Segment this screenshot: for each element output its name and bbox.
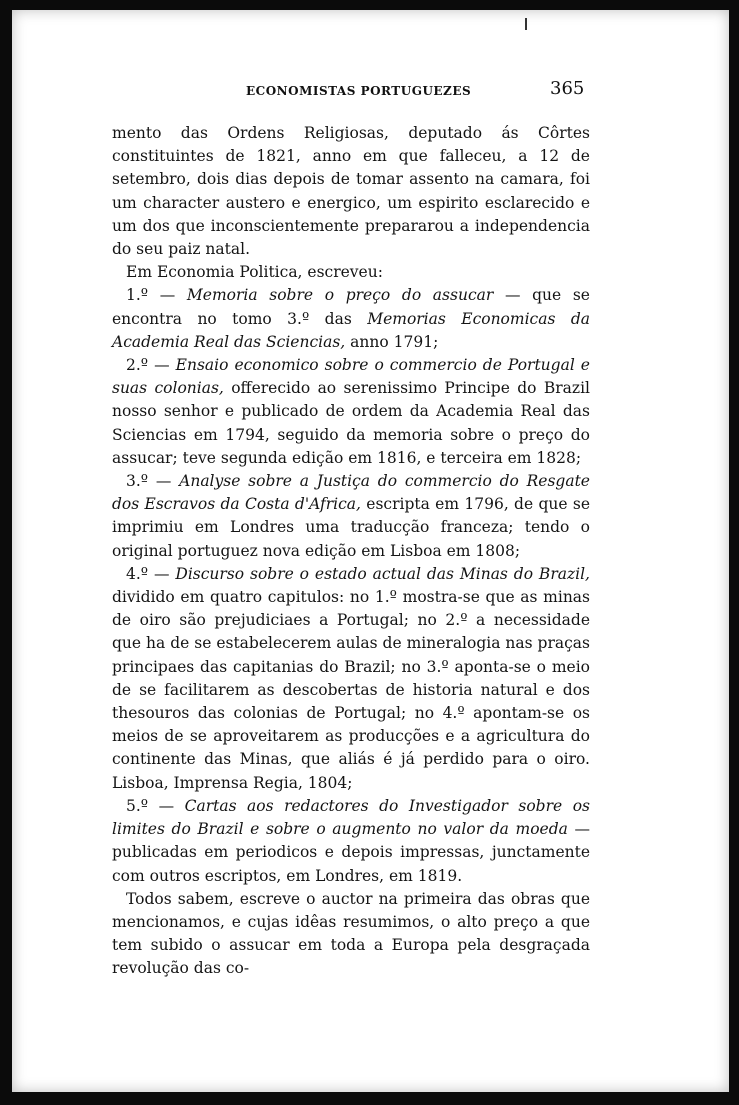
item-text: anno 1791;	[350, 332, 439, 351]
source-title: Memorias Economicas da Academia Real das Sciencias,	[112, 309, 590, 351]
item-number: 5.º —	[126, 796, 175, 815]
paragraph-intro: mento das Ordens Religiosas, deputado ás Côrtes constituintes de 1821, anno em que falleceu, a 12 de setembro, dois dias depois de tomar assento na camara, foi um character austero e energico, um espirito esclarecido e um dos que inconscientemente prepararou a independencia do seu paiz natal.	[112, 124, 590, 259]
item-number: 1.º —	[126, 286, 176, 305]
running-title: ECONOMISTAS PORTUGUEZES	[246, 84, 472, 98]
list-item-1	[112, 284, 590, 354]
list-item-2	[112, 354, 590, 470]
paragraph-lead: Em Economia Politica, escreveu:	[126, 263, 383, 282]
page-number: 365	[550, 78, 585, 99]
item-text: escripta em 1796, de que se imprimiu em Londres uma traducção franceza; tendo o original portuguez nova edição em Lisboa em 1808;	[112, 495, 590, 560]
item-number: 2.º —	[126, 356, 170, 375]
body-text	[112, 122, 590, 981]
work-title: Ensaio economico sobre o commercio de Portugal e suas colonias,	[112, 356, 590, 398]
list-item-5	[112, 795, 590, 888]
item-text: dividido em quatro capitulos: no 1.º mostra-se que as minas de oiro são prejudiciaes a Portugal; no 2.º a necessidade que ha de se estabelecerem aulas de mineralogia nas praças principaes das capitanias do Brazil; no 3.º aponta-se o meio de se facilitarem as descobertas de historia natural e dos thesouros das colonias de Portugal; no 4.º apontam-se os meios de se aproveitarem as producções e a agricultura do continente das Minas, que aliás é já perdido para o oiro. Lisboa, Imprensa Regia, 1804;	[112, 588, 590, 792]
list-item-4	[112, 563, 590, 795]
work-title: Discurso sobre o estado actual das Minas do Brazil,	[175, 564, 590, 583]
work-title: Cartas aos redactores do Investigador sobre os limites do Brazil e sobre o augmento no valor da moeda	[112, 796, 590, 839]
work-title: Analyse sobre a Justiça do commercio do Resgate dos Escravos da Costa d'Africa,	[112, 472, 590, 514]
item-text: offerecido ao serenissimo Principe do Brazil nosso senhor e publicado de ordem da Academia Real das Sciencias em 1794, seguido da memoria sobre o preço do assucar; teve segunda edição em 1816, e terceira em 1828;	[112, 379, 590, 467]
item-number: 4.º —	[126, 564, 170, 583]
page-mark	[525, 18, 527, 30]
paragraph-closing: Todos sabem, escreve o auctor na primeira das obras que mencionamos, e cujas idêas resumimos, o alto preço a que tem subido o assucar em toda a Europa pela desgraçada revolução das co-	[112, 889, 590, 978]
work-title: Memoria sobre o preço do assucar	[186, 286, 494, 305]
list-item-3	[112, 470, 590, 563]
item-text: — que se encontra no tomo 3.º das	[112, 286, 590, 328]
item-text: — publicadas em periodicos e depois impressas, junctamente com outros escriptos, em Londres, em 1819.	[112, 820, 590, 885]
item-number: 3.º —	[126, 472, 172, 491]
